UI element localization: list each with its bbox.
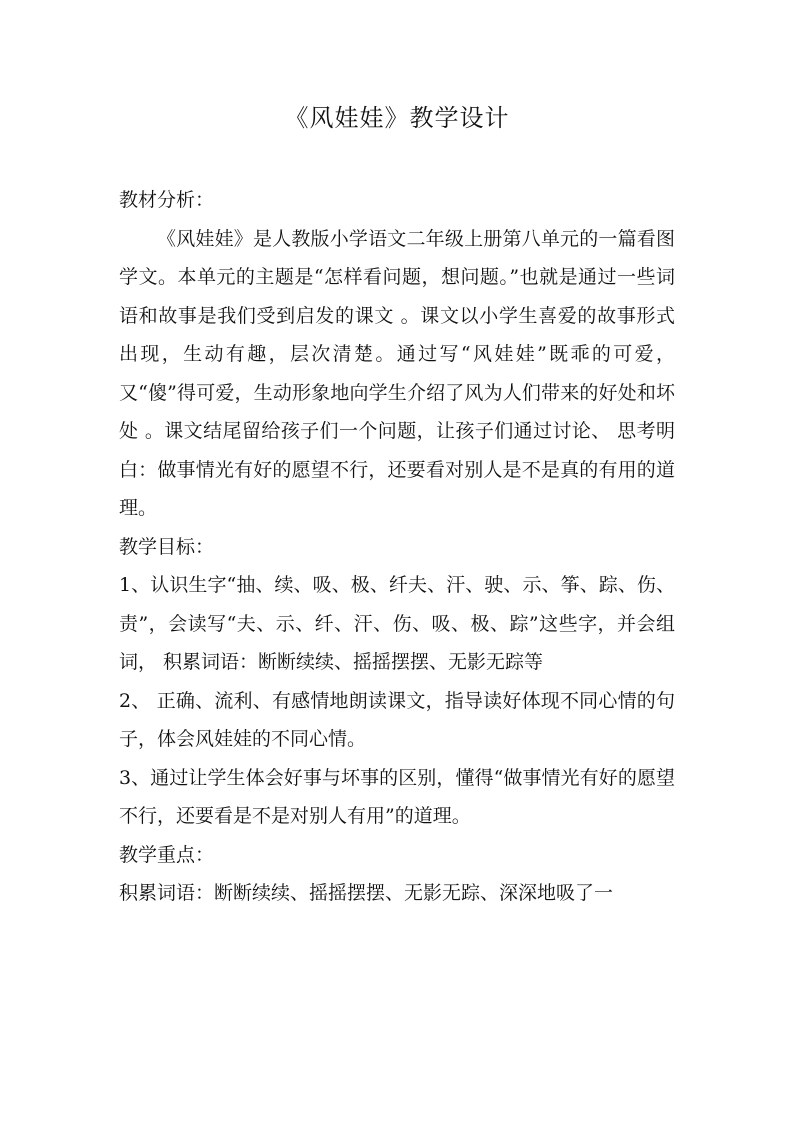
document-title: 《风娃娃》教学设计 [284, 104, 510, 132]
analysis-paragraph: 《风娃娃》是人教版小学语文二年级上册第八单元的一篇看图学文。本单元的主题是“怎样看问题，想问题。”也就是通过一些词语和故事是我们受到启发的课文 。课文以小学生喜爱的故事形式出现，生动有趣，层次清楚。通过写“风娃娃”既乖的可爱，又“傻”得可爱，生动形象地向学生介绍了风为人们带来的好处和坏处 。课文结尾留给孩子们一个问题，让孩子们通过讨论、 思考明白：做事情光有好的愿望不行，还要看对别人是不是真的有用的道理。 [119, 227, 675, 519]
key-points-text: 积累词语：断断续续、摇摇摆摆、无影无踪、深深地吸了一 [119, 882, 614, 904]
analysis-heading: 教材分析： [119, 189, 215, 211]
goals-heading: 教学目标： [119, 535, 215, 558]
key-points-heading: 教学重点： [119, 843, 215, 866]
goal-2: 2、 正确、流利、有感情地朗读课文，指导读好体现不同心情的句子，体会风娃娃的不同心情。 [119, 689, 675, 750]
document-body [119, 181, 675, 913]
goal-3: 3、通过让学生体会好事与坏事的区别，懂得“做事情光有好的愿望不行，还要看是不是对别人有用”的道理。 [119, 766, 675, 827]
goal-1: 1、认识生字“抽、续、吸、极、纤夫、汗、驶、示、筝、踪、伤、责”，会读写“夫、示、纤、汗、伤、吸、极、踪”这些字，并会组词， 积累词语：断断续续、摇摇摆摆、无影无踪等 [119, 574, 675, 673]
